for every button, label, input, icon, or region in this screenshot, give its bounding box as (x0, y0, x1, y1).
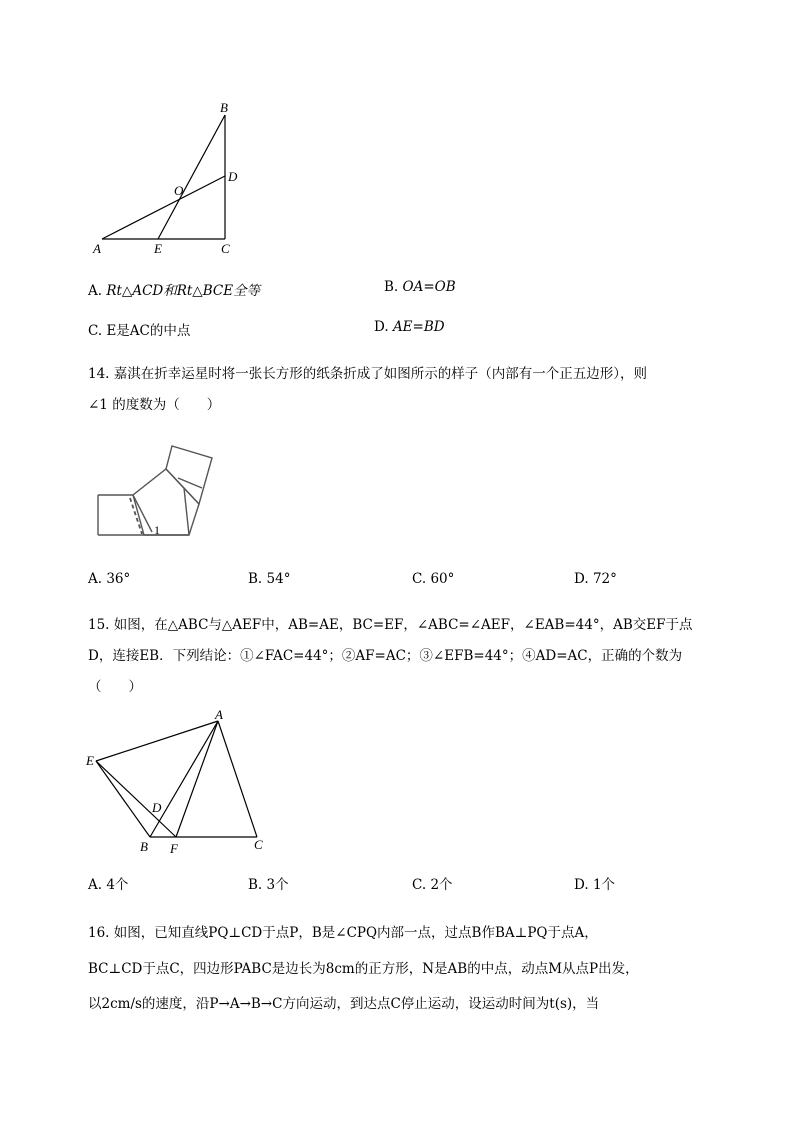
q15-option-b-text: 3个 (266, 877, 289, 893)
q15-label-f: F (170, 841, 178, 856)
q15-option-c (412, 873, 453, 893)
q14-option-c (412, 571, 454, 587)
q13-figure (85, 95, 250, 260)
q15-option-d-text: 1个 (592, 877, 616, 893)
q13-option-c-text: E是AC的中点 (106, 323, 191, 339)
q14-option-c-letter: C. (412, 571, 427, 587)
q15-option-d (574, 873, 615, 893)
q13-option-d-letter: D. (374, 319, 389, 335)
q14-stem-line-1: 14. 嘉淇在折幸运星时将一张长方形的纸条折成了如图所示的样子（内部有一个正五边形），则 (88, 366, 648, 382)
q14-option-a-text: 36° (106, 571, 131, 587)
q14-option-b (248, 571, 290, 587)
q15-segment-ac (218, 721, 257, 837)
q15-label-a: A (215, 707, 223, 722)
q15-option-c-letter: C. (412, 877, 427, 893)
q14-stem-line-2: ∠1 的度数为（ ） (88, 397, 221, 413)
q14-option-a (88, 571, 130, 587)
q13-option-d (374, 319, 445, 335)
q13-option-a-letter: A. (88, 283, 103, 299)
q13-option-b (384, 279, 456, 295)
q14-crease-lower (184, 488, 189, 535)
q15-option-a-letter: A. (88, 877, 103, 893)
q13-label-b: B (220, 100, 228, 115)
q14-option-a-letter: A. (88, 571, 103, 587)
q13-label-c: C (221, 241, 230, 256)
q15-segment-eb (96, 761, 150, 837)
q15-label-d: D (152, 800, 162, 815)
q15-segment-af (176, 721, 218, 837)
q15-stem-line-2: D，连接EB．下列结论：①∠FAC=44°；②AF=AC；③∠EFB=44°；④AD=AC，正确的个数为 (88, 648, 683, 664)
q13-label-o: O (174, 183, 184, 198)
q15-label-c: C (254, 837, 263, 852)
q14-angle-label: 1 (154, 523, 160, 537)
q16-stem-line-1: 16. 如图，已知直线PQ⊥CD于点P，B是∠CPQ内部一点，过点B作BA⊥PQ于点A， (88, 925, 598, 941)
q15-option-c-text: 2个 (430, 877, 453, 893)
q14-option-d-text: 72° (592, 571, 617, 587)
q13-segment-be (158, 115, 225, 239)
q15-segment-ab (150, 721, 218, 837)
q13-option-b-text: OA=OB (402, 279, 456, 295)
q15-stem-line-1: 15. 如图，在△ABC与△AEF中，AB=AE，BC=EF，∠ABC=∠AEF，∠EAB=44°，AB交EF于点 (88, 617, 693, 633)
q13-option-a (88, 279, 260, 299)
q16-stem-line-2: BC⊥CD于点C，四边形PABC是边长为8cm的正方形，N是AB的中点，动点M从点P出发， (88, 961, 639, 977)
q13-option-c (88, 319, 190, 339)
q14-figure (92, 440, 222, 545)
q14-option-d-letter: D. (574, 571, 589, 587)
q15-segment-ef (96, 761, 176, 837)
q15-option-a (88, 873, 128, 893)
q15-option-b-letter: B. (248, 877, 263, 893)
q15-segment-ae (96, 721, 218, 761)
q15-option-d-letter: D. (574, 877, 589, 893)
q14-inner-pentagon (133, 469, 199, 535)
q15-label-e: E (86, 753, 94, 768)
q14-option-c-text: 60° (430, 571, 455, 587)
q13-label-e: E (154, 241, 162, 256)
q14-option-b-text: 54° (266, 571, 291, 587)
q15-label-b: B (140, 839, 148, 854)
q15-option-b (248, 873, 289, 893)
q13-label-a: A (93, 241, 101, 256)
q13-option-d-text: AE=BD (392, 319, 445, 335)
q13-option-c-letter: C. (88, 323, 103, 339)
q16-stem-line-3: 以2cm/s的速度，沿P→A→B→C方向运动，到达点C停止运动，设运动时间为t(s)，当 (88, 996, 600, 1012)
q15-stem-line-3: （ ） (88, 679, 142, 695)
q14-option-b-letter: B. (248, 571, 263, 587)
q13-label-d: D (228, 169, 238, 184)
q15-figure (82, 705, 282, 860)
q14-upper-rect (166, 446, 212, 504)
q13-option-b-letter: B. (384, 279, 399, 295)
q15-option-a-text: 4个 (106, 877, 129, 893)
q14-option-d (574, 571, 617, 587)
q13-option-a-text: Rt△ACD和Rt△BCE全等 (106, 283, 261, 299)
